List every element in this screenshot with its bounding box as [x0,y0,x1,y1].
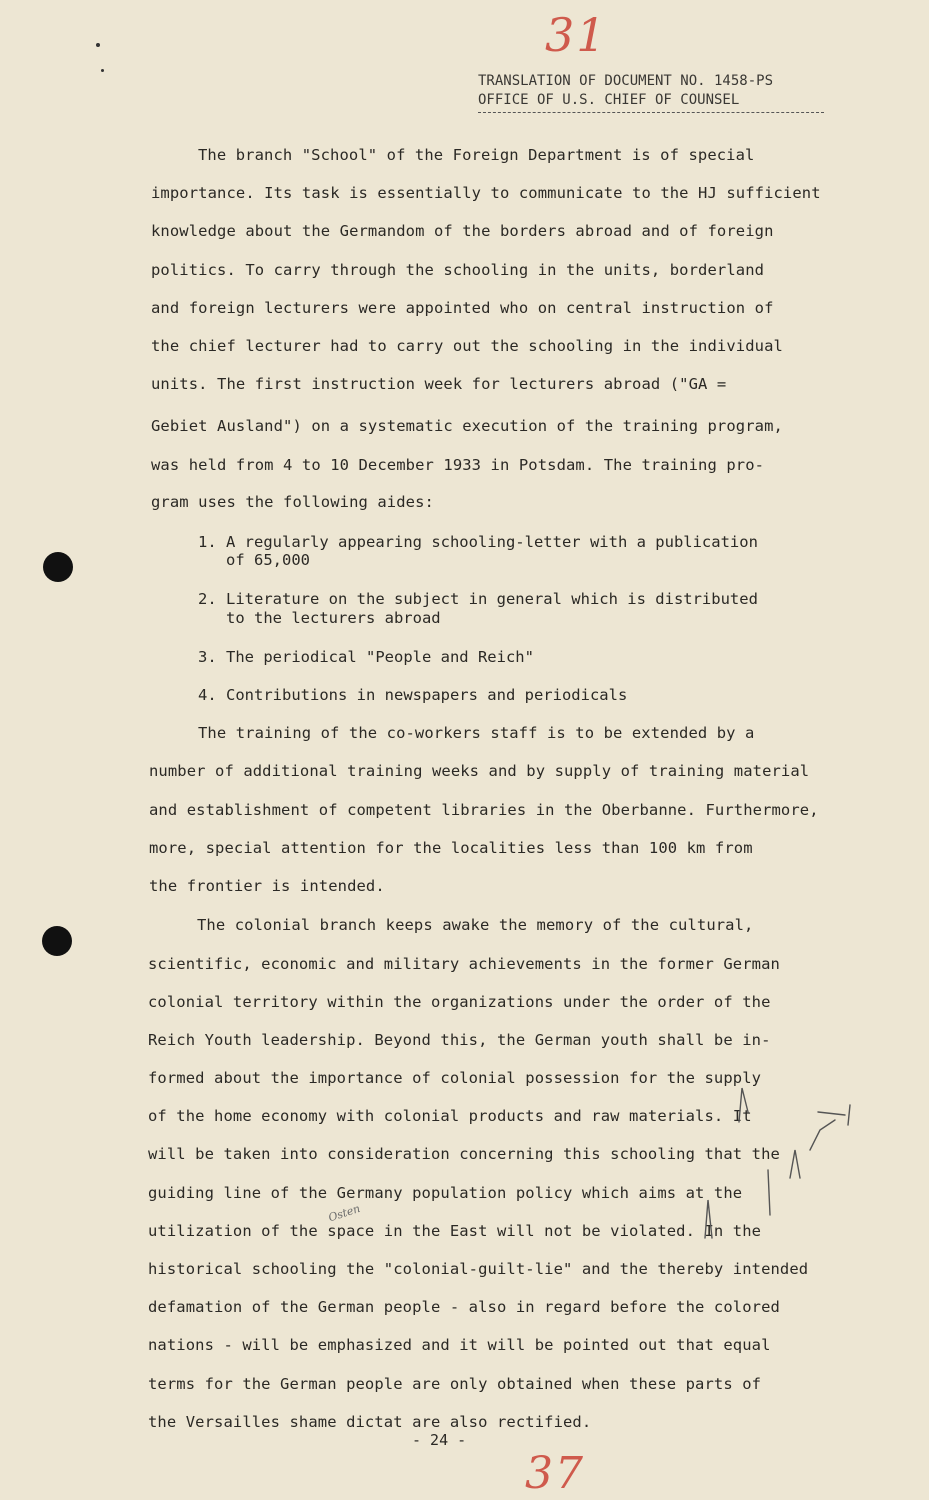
paragraph-1-line: The branch "School" of the Foreign Department is of special [198,146,755,164]
pencil-bracket-mark [705,1200,712,1238]
list-item-number: 3. [198,648,217,666]
paragraph-2-line: The training of the co-workers staff is to be extended by a [198,724,755,742]
paragraph-1-line: units. The first instruction week for lecturers abroad ("GA = [151,375,727,393]
page-number: - 24 - [412,1431,467,1449]
list-item-number: 1. [198,533,217,551]
paragraph-3-line: of the home economy with colonial products and raw materials. It [148,1107,752,1125]
paragraph-1-line: gram uses the following aides: [151,493,434,511]
paragraph-3-line: formed about the importance of colonial possession for the supply [148,1069,762,1087]
list-item-text: A regularly appearing schooling-letter with a publication [226,533,758,551]
paragraph-1-line: importance. Its task is essentially to communicate to the HJ sufficient [151,184,821,202]
paragraph-3-line: Reich Youth leadership. Beyond this, the German youth shall be in- [148,1031,771,1049]
paragraph-3-line: the Versailles shame dictat are also rectified. [148,1413,592,1431]
paragraph-1-line: politics. To carry through the schooling in the units, borderland [151,261,765,279]
paragraph-3-line: will be taken into consideration concerning this schooling that the [148,1145,780,1163]
paragraph-3-line: defamation of the German people - also in regard before the colored [148,1298,780,1316]
list-item-continuation: to the lecturers abroad [226,609,441,627]
paragraph-1-line: and foreign lecturers were appointed who on central instruction of [151,299,774,317]
list-item-text: The periodical "People and Reich" [226,648,534,666]
list-item-text: Contributions in newspapers and periodicals [226,686,628,704]
paragraph-3-line: scientific, economic and military achievements in the former German [148,955,780,973]
paragraph-1-line: the chief lecturer had to carry out the schooling in the individual [151,337,783,355]
list-item-number: 2. [198,590,217,608]
paragraph-3-line: colonial territory within the organizations under the order of the [148,993,771,1011]
header-line-1: TRANSLATION OF DOCUMENT NO. 1458-PS [478,73,774,89]
paragraph-3-line: utilization of the space in the East will not be violated. In the [148,1222,762,1240]
paragraph-2-line: and establishment of competent libraries in the Oberbanne. Furthermore, [149,801,819,819]
paragraph-1-line: knowledge about the Germandom of the borders abroad and of foreign [151,222,774,240]
paragraph-3-line: The colonial branch keeps awake the memory of the cultural, [197,916,754,934]
list-item-continuation: of 65,000 [226,551,310,569]
handwritten-annotation-osten: Osten [326,1201,362,1225]
pencil-bracket-mark [739,1088,748,1122]
paragraph-2-line: more, special attention for the localities less than 100 km from [149,839,753,857]
list-item-number: 4. [198,686,217,704]
paragraph-3-line: historical schooling the "colonial-guilt-lie" and the thereby intended [148,1260,809,1278]
paragraph-2-line: number of additional training weeks and by supply of training material [149,762,810,780]
handwritten-page-number-top: 31 [545,8,608,62]
list-item-text: Literature on the subject in general which is distributed [226,590,758,608]
pencil-margin-line [768,1170,770,1215]
handwritten-page-number-bottom: 37 [525,1448,585,1499]
paragraph-1-line: was held from 4 to 10 December 1933 in Potsdam. The training pro- [151,456,765,474]
paragraph-3-line: guiding line of the Germany population policy which aims at the [148,1184,743,1202]
paragraph-3-line: nations - will be emphasized and it will be pointed out that equal [148,1336,771,1354]
pencil-scribble-mark [790,1105,850,1178]
paragraph-3-line: terms for the German people are only obtained when these parts of [148,1375,762,1393]
header-line-2: OFFICE OF U.S. CHIEF OF COUNSEL [478,92,740,108]
paragraph-1-line: Gebiet Ausland") on a systematic execution of the training program, [151,417,783,435]
paragraph-2-line: the frontier is intended. [149,877,385,895]
